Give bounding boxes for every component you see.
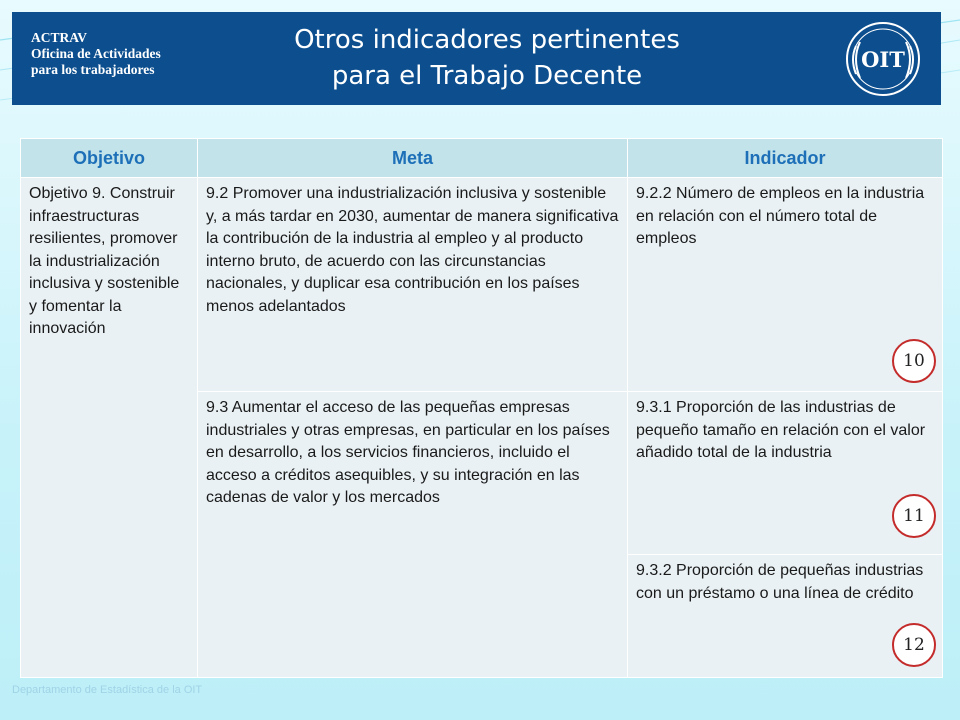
indicator-cell: [628, 392, 943, 555]
indicator-text: 9.3.2 Proporción de pequeñas industrias con un préstamo o una línea de crédito: [636, 562, 924, 602]
page-title: [242, 22, 732, 94]
indicator-text: 9.3.1 Proporción de las industrias de pequeño tamaño en relación con el valor añadido total de la industria: [636, 399, 926, 461]
column-header-indicator: Indicador: [628, 139, 943, 178]
indicator-number-badge: 12: [892, 623, 936, 667]
target-cell: 9.2 Promover una industrialización inclusiva y sostenible y, a más tardar en 2030, aumentar de manera significativa la contribución de la industria al empleo y al producto interno bruto, de acuerdo con las circunstancias nacionales, y duplicar esa contribución en los países menos adelantados: [198, 178, 628, 392]
column-header-target: Meta: [198, 139, 628, 178]
org-line-acronym: ACTRAV: [31, 30, 88, 45]
page-title-line-1: Otros indicadores pertinentes: [294, 25, 680, 55]
org-line-name: Oficina de Actividades: [31, 46, 161, 61]
page-title-line-2: para el Trabajo Decente: [331, 61, 643, 91]
title-banner: [12, 12, 941, 105]
table-header-row: [21, 139, 943, 178]
footer-department: Departamento de Estadística de la OIT: [12, 684, 203, 696]
org-name: [31, 30, 231, 78]
objective-cell: Objetivo 9. Construir infraestructuras resilientes, promover la industrialización inclusiva y sostenible y fomentar la innovación: [21, 178, 198, 678]
indicator-cell: [628, 555, 943, 678]
oit-logo-icon: [842, 18, 924, 100]
indicator-text: 9.2.2 Número de empleos en la industria en relación con el número total de empleos: [636, 185, 925, 247]
column-header-objective: Objetivo: [21, 139, 198, 178]
indicators-table: [20, 138, 943, 678]
logo-text: OIT: [861, 47, 905, 72]
indicator-number-badge: 10: [892, 339, 936, 383]
indicator-cell: [628, 178, 943, 392]
target-cell: 9.3 Aumentar el acceso de las pequeñas empresas industriales y otras empresas, en particular en los países en desarrollo, a los servicios financieros, incluido el acceso a créditos asequibles, y su integración en las cadenas de valor y los mercados: [198, 392, 628, 678]
table-row: [21, 178, 943, 392]
org-line-audience: para los trabajadores: [31, 62, 155, 77]
indicator-number-badge: 11: [892, 494, 936, 538]
